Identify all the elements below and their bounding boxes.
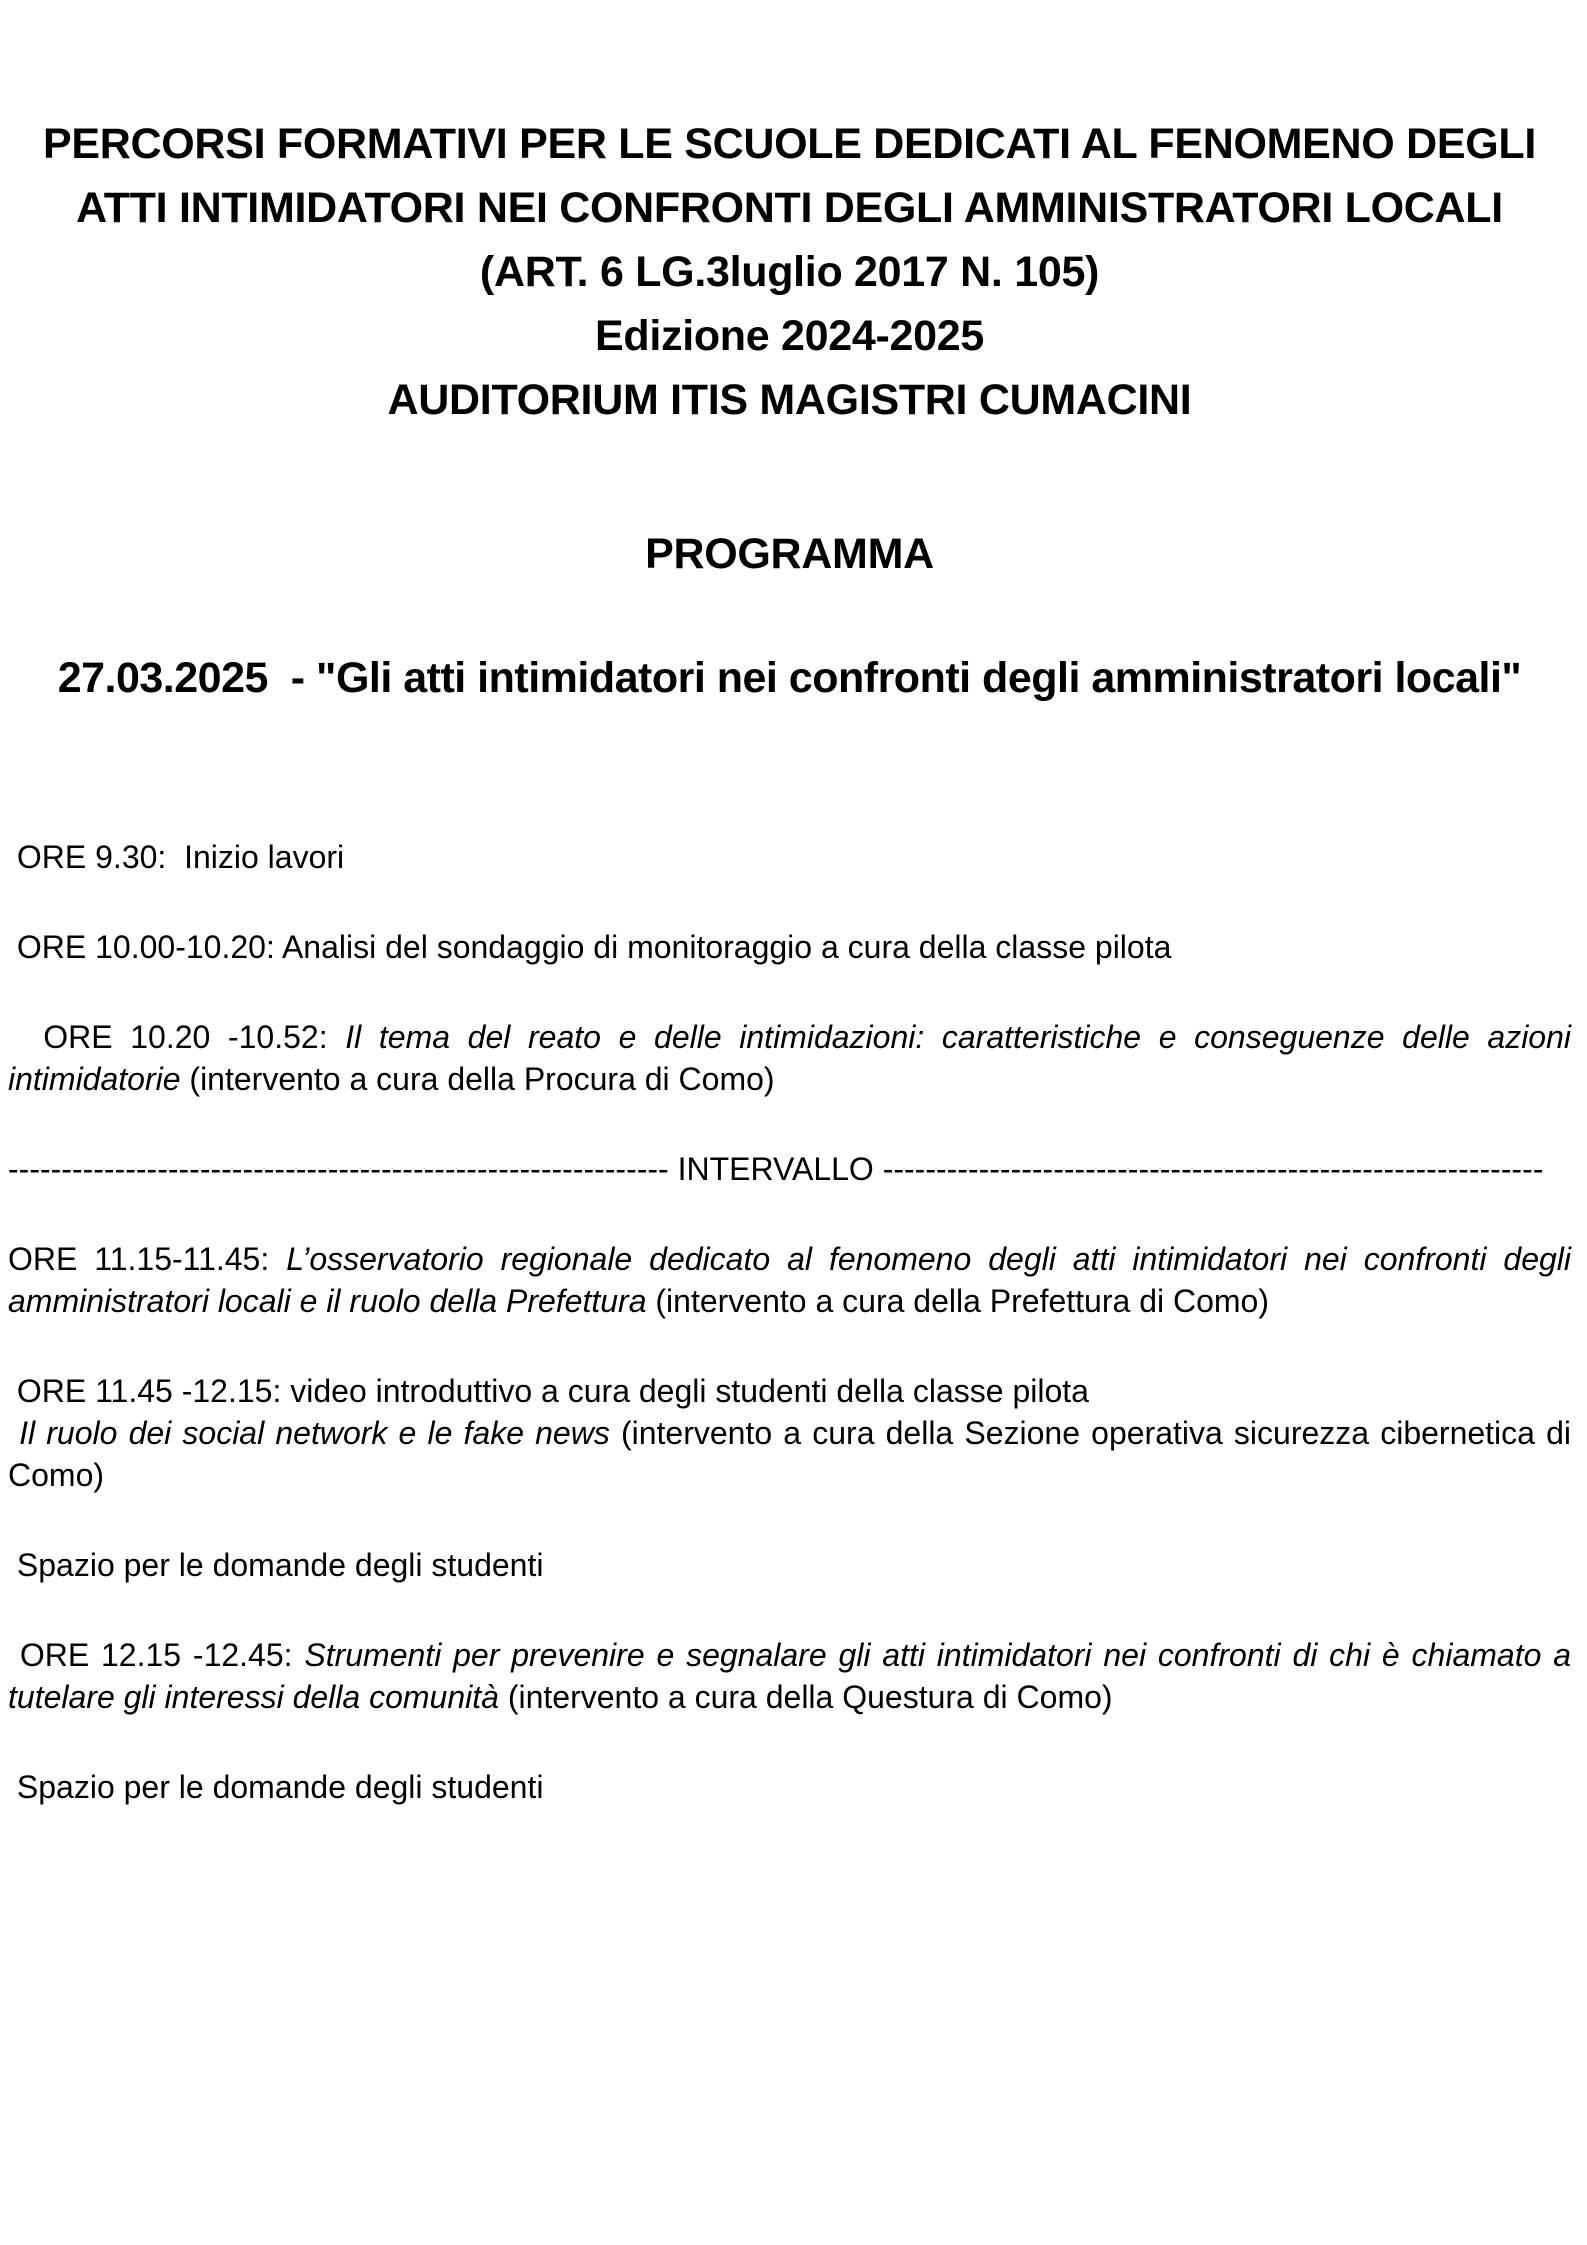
program-item-questions-1: Spazio per le domande degli studenti (8, 1547, 544, 1583)
item-1020-time-label: ORE 10.20 -10.52: (8, 1019, 346, 1055)
program-item-questions-2: Spazio per le domande degli studenti (8, 1769, 544, 1805)
document-header (8, 112, 1571, 710)
title-line-law-reference: (ART. 6 LG.3luglio 2017 N. 105) (479, 248, 1100, 296)
item-1215-topic: Strumenti per prevenire e segnalare gli atti intimidatori nei confronti di chi è chiamato a tutelare gli interessi della comunità (8, 1637, 1571, 1715)
program-item-1020 (8, 1016, 1571, 1100)
item-1215-speaker-note: (intervento a cura della Questura di Como) (498, 1679, 1113, 1715)
item-1020-topic: Il tema del reato e delle intimidazioni: caratteristiche e conseguenze delle azioni intimidatorie (8, 1019, 1572, 1097)
program-item-0930: ORE 9.30: Inizio lavori (8, 839, 345, 875)
program-item-1145 (8, 1370, 1571, 1496)
program-schedule (8, 836, 1571, 1808)
item-1215-time-label: ORE 12.15 -12.45: (8, 1637, 305, 1673)
item-1145-speaker-note: (intervento a cura della Sezione operativa sicurezza cibernetica di Como) (8, 1415, 1572, 1493)
title-line-2: ATTI INTIMIDATORI NEI CONFRONTI DEGLI AMMINISTRATORI LOCALI (76, 184, 1503, 232)
item-1115-speaker-note: (intervento a cura della Prefettura di Como) (646, 1283, 1269, 1319)
program-item-1215 (8, 1634, 1571, 1718)
venue-line: AUDITORIUM ITIS MAGISTRI CUMACINI (387, 376, 1192, 424)
item-1115-topic: L’osservatorio regionale dedicato al fenomeno degli atti intimidatori nei confronti degli amministratori locali e il ruolo della Prefettura (8, 1241, 1572, 1319)
intervallo-divider: -------------------------------------------------------------- INTERVALLO -------------------------------------------------------------- (8, 1151, 1544, 1187)
item-1145-time-label: ORE 11.45 -12.15: video introduttivo a cura degli studenti della classe pilota (8, 1373, 1089, 1409)
program-item-1000: ORE 10.00-10.20: Analisi del sondaggio di monitoraggio a cura della classe pilota (8, 929, 1172, 965)
session-date-heading: 27.03.2025 - "Gli atti intimidatori nei confronti degli amministratori locali" (57, 654, 1522, 702)
programma-heading: PROGRAMMA (645, 530, 934, 578)
program-item-1115 (8, 1238, 1571, 1322)
item-1145-topic: Il ruolo dei social network e le fake news (8, 1415, 610, 1451)
item-1115-time-label: ORE 11.15-11.45: (8, 1241, 287, 1277)
item-1020-speaker-note: (intervento a cura della Procura di Como) (180, 1061, 775, 1097)
title-line-1: PERCORSI FORMATIVI PER LE SCUOLE DEDICATI AL FENOMENO DEGLI (43, 120, 1536, 168)
edition-line: Edizione 2024-2025 (595, 312, 984, 360)
